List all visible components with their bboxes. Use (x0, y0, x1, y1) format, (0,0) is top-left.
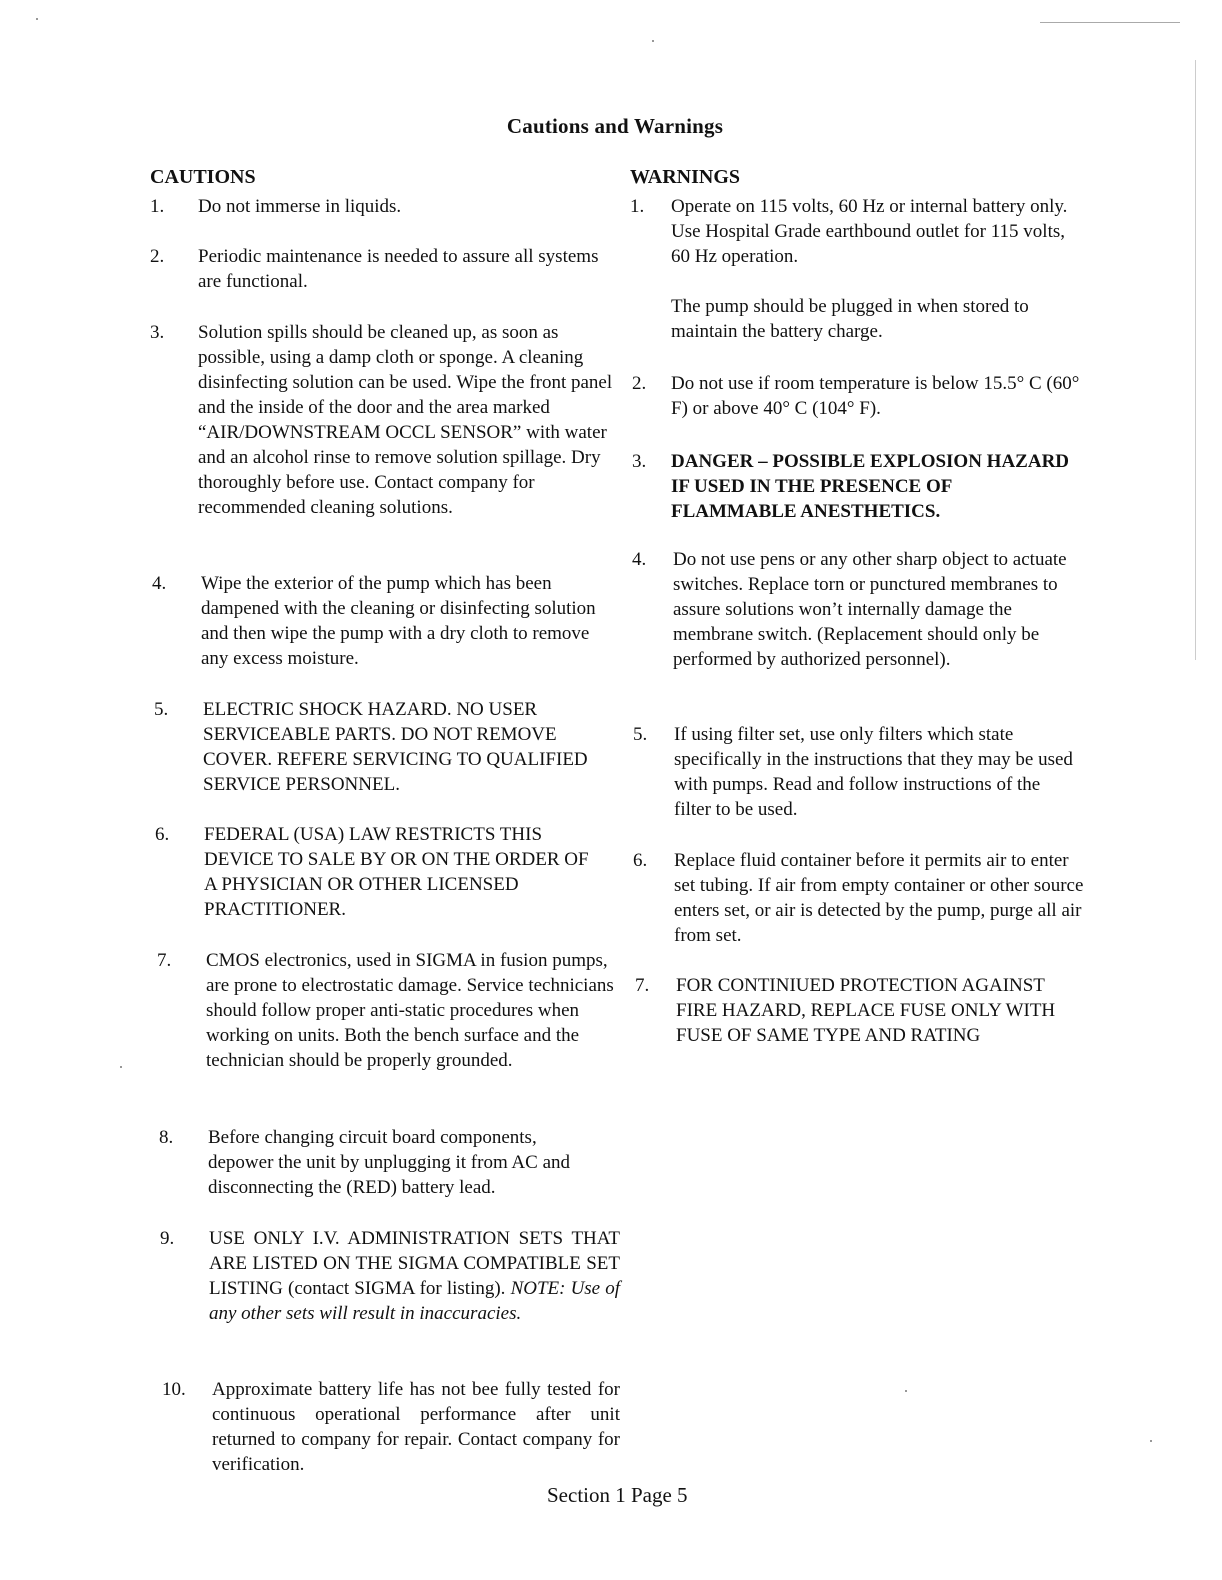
scan-speck (652, 40, 654, 42)
scan-speck (120, 1066, 122, 1068)
caution-text (160, 1226, 620, 1326)
caution-note: NOTE: Use of any other sets will result in inaccuracies. (209, 1278, 621, 1324)
caution-number: 1. (150, 196, 165, 217)
caution-text: ELECTRIC SHOCK HAZARD. NO USER SERVICEABLE PARTS. DO NOT REMOVE COVER. REFERE SERVICING TO QUALIFIED SERVICE PERSONNEL. (203, 699, 588, 795)
warning-text: If using filter set, use only filters which state specifically in the instructions that they may be used with pumps. Read and follow instructions of the filter to be used. (674, 724, 1073, 820)
warning-number: 5. (633, 724, 648, 745)
caution-text: CMOS electronics, used in SIGMA in fusion pumps, are prone to electrostatic damage. Service technicians should follow proper anti-static procedures when working on units. Both the bench surface and the technician should be properly grounded. (206, 950, 614, 1071)
caution-item (160, 1226, 620, 1326)
caution-item (162, 1377, 620, 1477)
caution-text: Wipe the exterior of the pump which has been dampened with the cleaning or disinfecting solution and then wipe the pump with a dry cloth to remove any excess moisture. (201, 573, 596, 669)
caution-text: Solution spills should be cleaned up, as soon as possible, using a damp cloth or sponge. A cleaning disinfecting solution can be used. Wipe the front panel and the inside of the door and the area marked “AIR/DOWNSTREAM OCCL SENSOR” with water and an alcohol rinse to remove solution spillage. Dry thoroughly before use. Contact company for recommended cleaning solutions. (198, 322, 613, 518)
warning-item (632, 449, 1072, 524)
warning-text: Replace fluid container before it permits air to enter set tubing. If air from empty container or other source enters set, or air is detected by the pump, purge all air from set. (674, 850, 1084, 946)
warning-number: 4. (632, 549, 647, 570)
scan-speck (36, 18, 38, 20)
caution-text: Before changing circuit board components, depower the unit by unplugging it from AC and disconnecting the (RED) battery lead. (208, 1127, 571, 1198)
warning-number: 6. (633, 850, 648, 871)
page-title: Cautions and Warnings (506, 114, 724, 138)
caution-number: 9. (160, 1228, 175, 1249)
caution-number: 5. (154, 699, 169, 720)
caution-item (152, 571, 620, 671)
warning-text: Do not use if room temperature is below 15.5° C (60° F) or above 40° C (104° F). (671, 373, 1080, 419)
caution-main-text: USE ONLY I.V. ADMINISTRATION SETS THAT ARE LISTED ON THE SIGMA COMPATIBLE SET LISTING (contact SIGMA for listing). (209, 1228, 620, 1299)
caution-item (150, 194, 620, 219)
caution-item (157, 948, 620, 1073)
caution-item (159, 1125, 599, 1200)
warning-number: 1. (630, 196, 645, 217)
caution-number: 10. (162, 1379, 186, 1400)
warning-text: Do not use pens or any other sharp object to actuate switches. Replace torn or punctured membranes to assure solutions won’t internally damage the membrane switch. (Replacement should only be performed by authorized personnel). (673, 549, 1067, 670)
warning-item (630, 194, 1085, 344)
scan-speck (905, 1390, 907, 1392)
scan-speck (1150, 1440, 1152, 1442)
warning-item (633, 848, 1088, 948)
warning-item (632, 547, 1072, 672)
caution-number: 2. (150, 246, 165, 267)
scan-edge (1195, 60, 1196, 660)
caution-number: 8. (159, 1127, 174, 1148)
warning-number: 2. (632, 373, 647, 394)
caution-item (150, 320, 618, 520)
caution-item (155, 822, 600, 922)
caution-item (150, 244, 610, 294)
caution-number: 4. (152, 573, 167, 594)
scan-edge (1040, 22, 1180, 23)
warning-text: FOR CONTINIUED PROTECTION AGAINST FIRE HAZARD, REPLACE FUSE ONLY WITH FUSE OF SAME TYPE AND RATING (676, 975, 1056, 1046)
warning-item (633, 722, 1073, 822)
caution-text: Do not immerse in liquids. (198, 196, 402, 217)
caution-number: 6. (155, 824, 170, 845)
page-footer: Section 1 Page 5 (547, 1483, 688, 1507)
warning-text-line: Operate on 115 volts, 60 Hz or internal battery only. Use Hospital Grade earthbound outlet for 115 volts, 60 Hz operation. (671, 196, 1068, 267)
warning-text: DANGER – POSSIBLE EXPLOSION HAZARD IF USED IN THE PRESENCE OF FLAMMABLE ANESTHETICS. (671, 451, 1070, 522)
warning-item (632, 371, 1084, 421)
warning-number: 3. (632, 451, 647, 472)
caution-text: FEDERAL (USA) LAW RESTRICTS THIS DEVICE TO SALE BY OR ON THE ORDER OF A PHYSICIAN OR OTHER LICENSED PRACTITIONER. (204, 824, 589, 920)
warnings-heading: WARNINGS (630, 166, 741, 188)
warning-number: 7. (635, 975, 650, 996)
caution-text: Approximate battery life has not bee fully tested for continuous operational performance after unit returned to company for repair. Contact company for verification. (212, 1379, 620, 1475)
caution-item (154, 697, 614, 797)
warning-text-line: The pump should be plugged in when stored to maintain the battery charge. (671, 296, 1029, 342)
warning-text (630, 194, 1085, 344)
cautions-heading: CAUTIONS (150, 166, 256, 188)
caution-number: 7. (157, 950, 172, 971)
caution-text: Periodic maintenance is needed to assure all systems are functional. (198, 246, 599, 292)
warning-item (635, 973, 1080, 1048)
caution-number: 3. (150, 322, 165, 343)
